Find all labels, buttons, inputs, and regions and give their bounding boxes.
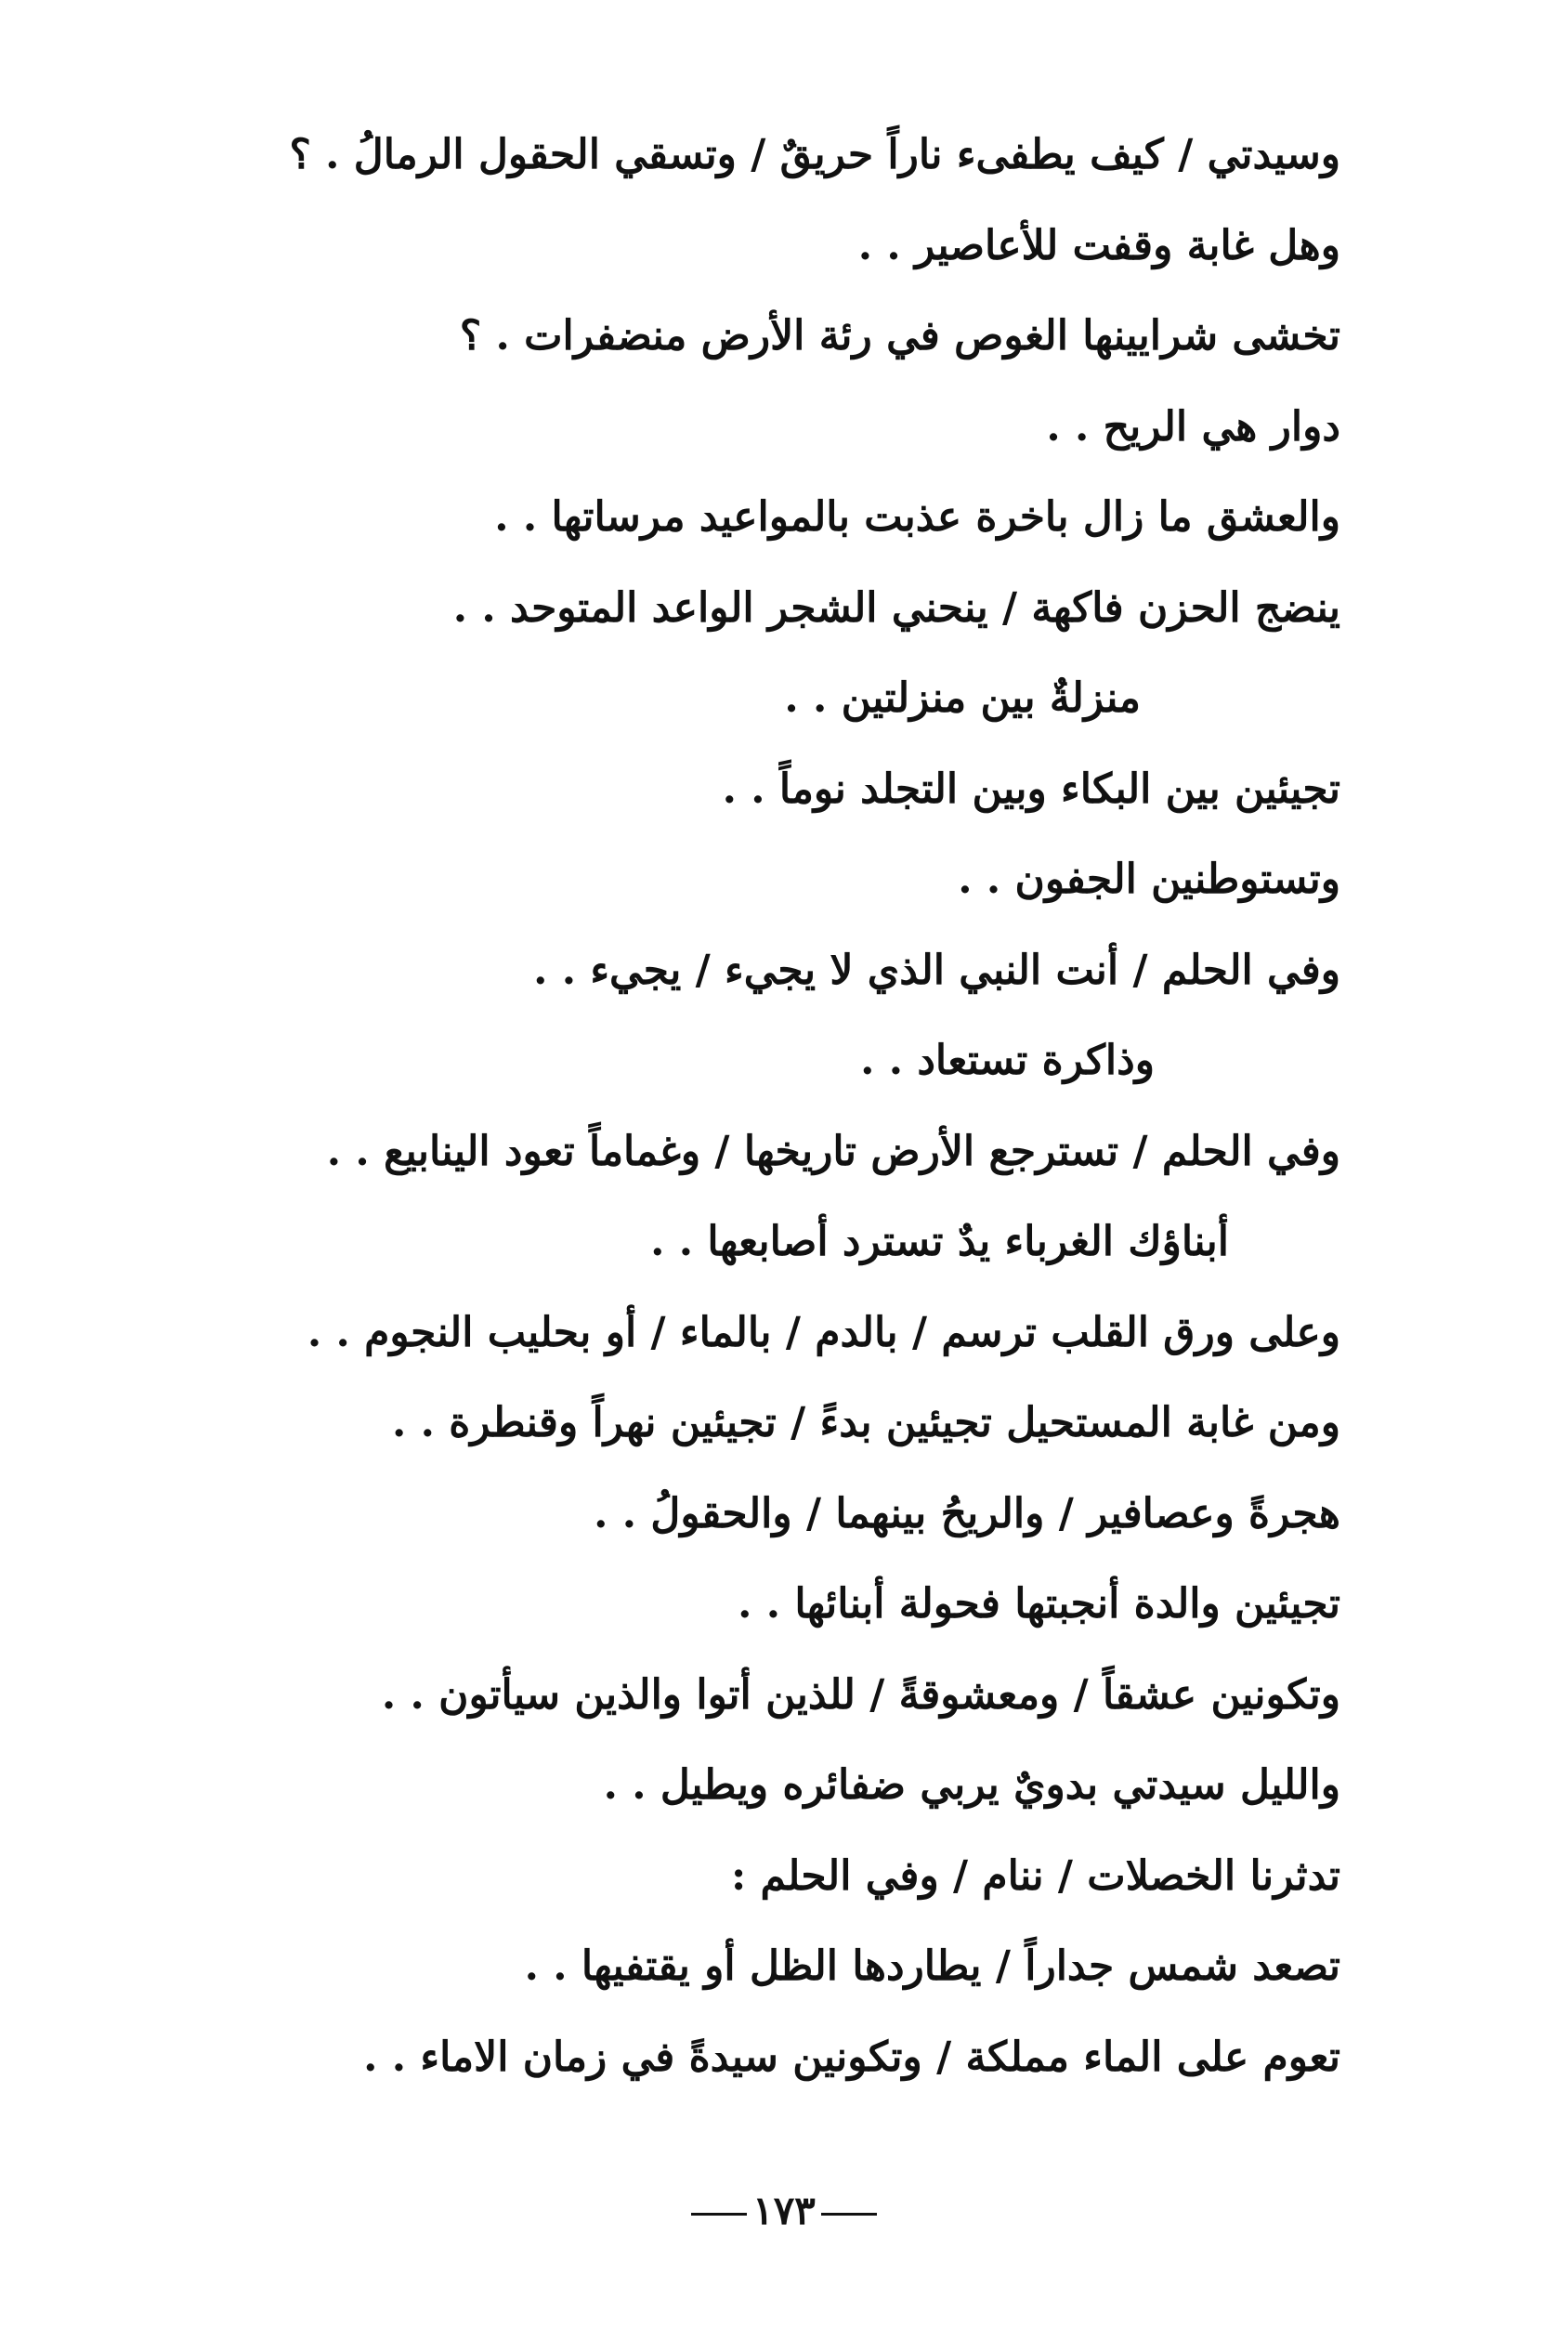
poem-line: وهل غابة وقفت للأعاصير . . — [857, 221, 1340, 269]
poem-line: تعوم على الماء مملكة / وتكونين سيدةً في زمان الاماء . . — [363, 2033, 1340, 2081]
poem-line: دوار هي الريح . . — [1046, 402, 1340, 451]
poem-line: والليل سيدتي بدويٌ يربي ضفائره ويطيل . . — [603, 1761, 1340, 1809]
page-number-text: ١٧٣ — [752, 2188, 816, 2233]
poem-line: وفي الحلم / أنت النبي الذي لا يجيء / يجيء . . — [533, 946, 1340, 994]
page-number — [0, 2183, 1568, 2239]
poem-line: وتكونين عشقاً / ومعشوقةً / للذين أتوا والذين سيأتون . . — [381, 1670, 1340, 1719]
page-number-dash-right — [821, 2213, 877, 2216]
poem-line: تجيئين بين البكاء وبين التجلد نوماً . . — [722, 765, 1340, 813]
poem-line: وذاكرة تستعاد . . — [860, 1037, 1155, 1084]
poem-line: أبناؤك الغرباء يدٌ تسترد أصابعها . . — [650, 1218, 1229, 1265]
poem-text — [226, 110, 1340, 2102]
poem-line: وعلى ورق القلب ترسم / بالدم / بالماء / أو بحليب النجوم . . — [307, 1308, 1340, 1356]
poem-line: وتستوطنين الجفون . . — [958, 856, 1340, 903]
page-number-dash-left — [691, 2213, 747, 2216]
poem-line: وسيدتي / كيف يطفىء ناراً حريقٌ / وتسقي الحقول الرمالُ . ؟ — [289, 131, 1340, 178]
poem-line: تدثرنا الخصلات / ننام / وفي الحلم : — [730, 1851, 1340, 1900]
poem-line: وفي الحلم / تسترجع الأرض تاريخها / وغماماً تعود الينابيع . . — [326, 1127, 1340, 1175]
poem-line: تصعد شمس جداراً / يطاردها الظل أو يقتفيها . . — [524, 1942, 1340, 1990]
poem-line: والعشق ما زال باخرة عذبت بالمواعيد مرساتها . . — [494, 493, 1340, 541]
poem-line: ينضج الحزن فاكهة / ينحني الشجر الواعد المتوحد . . — [452, 583, 1340, 632]
poem-line: تخشى شرايينها الغوص في رئة الأرض منضفرات . ؟ — [459, 312, 1340, 360]
poem-line: هجرةً وعصافير / والريحُ بينهما / والحقولُ . . — [594, 1489, 1340, 1537]
poem-line: ومن غابة المستحيل تجيئين بدءً / تجيئين نهراً وقنطرة . . — [391, 1399, 1340, 1446]
poem-line: منزلةٌ بين منزلتين . . — [784, 674, 1141, 722]
poem-line: تجيئين والدة أنجبتها فحولة أبنائها . . — [738, 1580, 1340, 1628]
